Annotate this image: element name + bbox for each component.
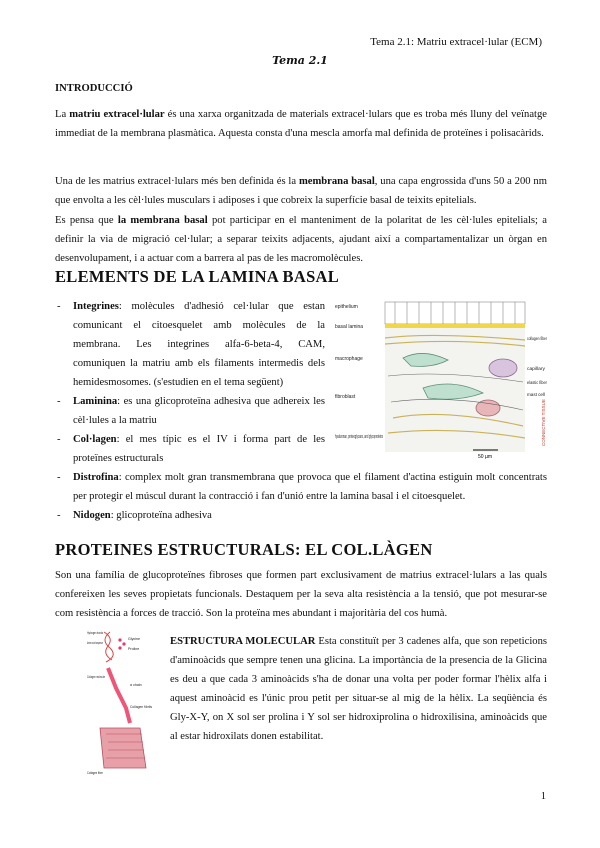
label-epithelium: epithelium: [335, 304, 358, 310]
label-collagen-fiber: Collagen fiber: [87, 771, 104, 775]
label-proline: Proline: [128, 647, 140, 651]
label-glycine: Glycine: [128, 637, 140, 641]
page-number: 1: [540, 791, 546, 802]
collagen-paragraph-1: Son una família de glucoproteïnes fibroses que formen part exclusivament de matrius extracel·lulars a las quals confereixen les seves propietats funcionals. Destaquem per la seva alta resistència a la tensió, que pot mesurar-se com resistència a forces de tracció. Son la proteïna mes abundant i majoritària del cos humà.: [55, 570, 547, 619]
collagen-heading: PROTEINES ESTRUCTURALS: EL COL.LÀGEN: [55, 540, 433, 559]
label-basal-lamina: basal lamina: [335, 324, 364, 330]
amino-acid-dots: [118, 638, 125, 649]
intro-paragraph-3: Es pensa que la membrana basal pot participar en el manteniment de la polaritat de les cèl·lules epitelials; a definir la via de migració cel·lular; a separar teixits adjacents, ajudant així a compartamentalizar un òrgan en desenvolupament, i a actuar com a barrera al pas de les macromolècules.: [55, 215, 547, 264]
collagen-illustration: [86, 628, 164, 778]
label-hyaluronan: hyaluronan, proteoglycans, and glycoproteins: [335, 434, 384, 440]
list-item-integrines: - Integrines: molècules d'adhesió cel·lular que estan comunicant el citoesquelet amb molècules de la membrana. Les integrines alfa-6-beta-4, CAM, comuniquen la matriu amb els filaments intermedis dels hemidesmosomes. (s'estudien en el tema següent): [55, 297, 325, 392]
intro-paragraph-2: Una de les matrius extracel·lulars més ben definida és la membrana basal, una capa engrossida d'uns 50 a 200 nm que envolta a les cèl·lules musculars i adiposes i que cobreix la superfície basal de teixits epitelials.: [55, 176, 547, 206]
handwritten-title: Tema 2.1: [272, 54, 328, 67]
intro-heading: INTRODUCCIÓ: [55, 83, 133, 94]
label-connective-tissue: CONNECTIVE TISSUE: [541, 399, 546, 446]
basal-lamina-figure: [333, 298, 548, 460]
list-item-collagen: - Col·lagen: el mes típic es el IV i forma part de les proteïnes estructurals: [55, 430, 325, 468]
basal-lamina-illustration: [333, 298, 548, 460]
epithelium-cells: [385, 302, 525, 324]
list-item-nidogen: - Nidogen: glicoproteïna adhesiva: [55, 506, 547, 525]
intro-paragraph-1: La matriu extracel·lular és una xarxa organitzada de materials extracel·lulars que es troba més lluny del veïnatge immediat de la membrana plasmàtica. Aquesta consta d'una mescla amorfa mal definida de proteïnes i polisacàrids.: [55, 109, 548, 139]
label-alpha-chain: α chain: [130, 683, 142, 687]
label-amino-acid-sequence: Amino acid sequence: [87, 641, 103, 645]
list-item-distrofina: - Distrofina: complex molt gran transmembrana que provoca que el filament d'actina estiguin molt concentrats per protegir el múscul durant la contracció i fan d'unió entre la lamina basal i el citoesquelet.: [55, 468, 547, 506]
label-macrophage: macrophage: [335, 356, 363, 362]
list-item-laminina: - Laminina: es una glicoproteïna adhesiva que adhereix les cèl·lules a la matriu: [55, 392, 325, 430]
label-capillary: capillary: [527, 366, 546, 371]
label-hydrogen-bonds: Hydrogen bonds: [87, 631, 104, 635]
label-fibroblast: fibroblast: [335, 394, 356, 400]
lamina-list-bottom: [55, 468, 547, 525]
running-header: Tema 2.1: Matriu extracel·lular (ECM): [370, 36, 542, 48]
collagen-figure: [86, 628, 164, 778]
collagen-molecule: [108, 668, 130, 723]
scale-label: 50 µm: [478, 454, 492, 460]
label-collagen-fiber: collagen fiber: [527, 336, 548, 341]
label-elastic-fiber: elastic fiber: [527, 380, 548, 385]
label-mast-cell: mast cell: [527, 392, 545, 397]
collagen-paragraph-2: ESTRUCTURA MOLECULAR Esta constituït per 3 cadenes alfa, que son repeticions d'aminoàcids que sempre tenen una glicina. La importància de la presencia de la Glicina es deu a que cada 3 aminoàcids s'ha de donar una volta per poder formar l'hèlix alfa i aquest aminoàcid es l'únic prou petit per situar-se al mig de la hèlix. La seqüència és Gly-X-Y, on X sol ser prolina i Y sol ser hidroxiprolina o hidroxilisina, aminoàcids que al estar hidroxilats donen estabilitat.: [170, 636, 547, 742]
label-collagen-fibrils: Collagen fibrils: [130, 705, 153, 709]
lamina-list-top: [55, 297, 325, 468]
basal-lamina-band: [385, 324, 525, 328]
lamina-heading: ELEMENTS DE LA LAMINA BASAL: [55, 267, 340, 286]
triple-helix: [104, 632, 113, 662]
label-collagen-molecule: Collagen molecule: [87, 675, 105, 679]
